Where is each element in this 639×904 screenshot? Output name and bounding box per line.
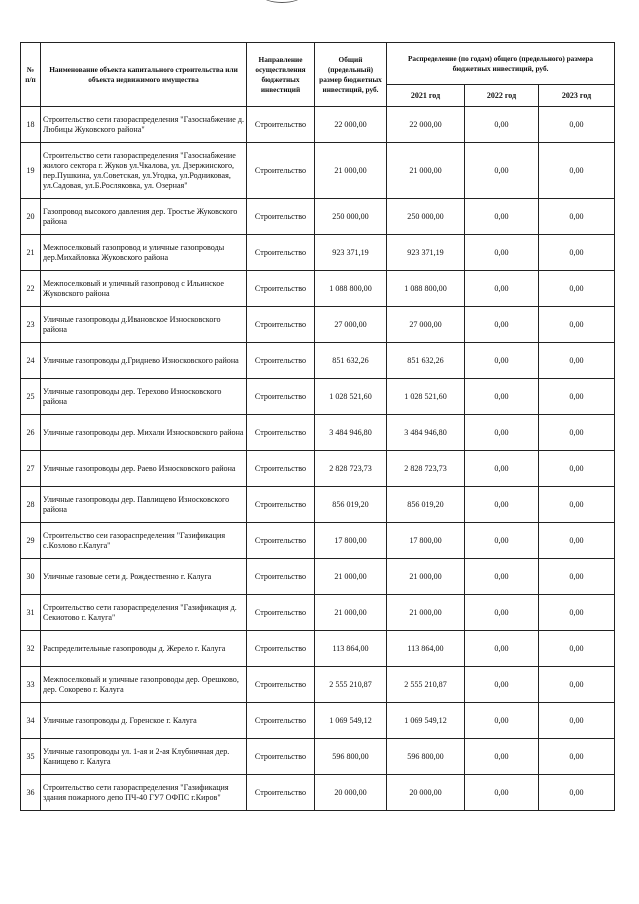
object-name: Строительство сеи газораспределения "Газификация с.Козлово г.Калуга" (41, 523, 247, 559)
table-row (21, 703, 615, 739)
total-amount: 113 864,00 (315, 631, 387, 667)
amount-2021: 856 019,20 (387, 487, 465, 523)
amount-2022: 0,00 (465, 379, 539, 415)
total-amount: 856 019,20 (315, 487, 387, 523)
header-distribution-text: Распределение (по годам) общего (предельного) размера бюджетных инвестиций, руб. (407, 53, 594, 73)
header-year-2022: 2022 год (465, 85, 539, 107)
row-number: 18 (21, 107, 41, 143)
investment-direction: Строительство (247, 143, 315, 199)
table-row (21, 199, 615, 235)
amount-2023: 0,00 (539, 487, 615, 523)
amount-2021: 21 000,00 (387, 559, 465, 595)
total-amount: 21 000,00 (315, 143, 387, 199)
total-amount: 2 555 210,87 (315, 667, 387, 703)
header-num (21, 43, 41, 107)
amount-2023: 0,00 (539, 703, 615, 739)
row-number: 21 (21, 235, 41, 271)
table-row (21, 415, 615, 451)
header-num-text: № п/п (25, 64, 36, 84)
object-name: Уличные газопроводы дер. Михали Износковского района (41, 415, 247, 451)
investment-direction: Строительство (247, 667, 315, 703)
amount-2022: 0,00 (465, 703, 539, 739)
amount-2021: 923 371,19 (387, 235, 465, 271)
object-name: Межпоселковый и уличные газопроводы дер. Орешково, дер. Сокорево г. Калуга (41, 667, 247, 703)
table-row (21, 235, 615, 271)
table-row (21, 271, 615, 307)
object-name: Уличные газопроводы дер. Павлищево Износковского района (41, 487, 247, 523)
table-row (21, 379, 615, 415)
table-row (21, 107, 615, 143)
investment-direction: Строительство (247, 379, 315, 415)
table-row (21, 451, 615, 487)
investment-direction: Строительство (247, 415, 315, 451)
amount-2023: 0,00 (539, 523, 615, 559)
total-amount: 923 371,19 (315, 235, 387, 271)
amount-2022: 0,00 (465, 143, 539, 199)
amount-2021: 2 555 210,87 (387, 667, 465, 703)
header-distribution (387, 43, 615, 85)
header-name (41, 43, 247, 107)
investment-direction: Строительство (247, 595, 315, 631)
total-amount: 3 484 946,80 (315, 415, 387, 451)
table-header (21, 43, 615, 107)
object-name: Уличные газопроводы д.Ивановское Износковского района (41, 307, 247, 343)
amount-2022: 0,00 (465, 107, 539, 143)
total-amount: 1 088 800,00 (315, 271, 387, 307)
row-number: 26 (21, 415, 41, 451)
amount-2021: 1 069 549,12 (387, 703, 465, 739)
investment-direction: Строительство (247, 487, 315, 523)
amount-2021: 20 000,00 (387, 775, 465, 811)
row-number: 36 (21, 775, 41, 811)
table-row (21, 595, 615, 631)
amount-2021: 27 000,00 (387, 307, 465, 343)
row-number: 35 (21, 739, 41, 775)
investment-direction: Строительство (247, 271, 315, 307)
header-direction-text: Направление осуществления бюджетных инвестиций (255, 54, 306, 94)
object-name: Строительство сети газораспределения "Газоснабжение жилого сектора г. Жуков ул.Чкалова, ул. Дзержинского, пер.Пушкина, ул.Советская, ул.Угодка, ул.Родниковая, ул.Садовая, ул.Б.Росляковка, ул. Озерная" (41, 143, 247, 199)
row-number: 27 (21, 451, 41, 487)
table-row (21, 143, 615, 199)
row-number: 28 (21, 487, 41, 523)
table-row (21, 667, 615, 703)
table-row (21, 739, 615, 775)
amount-2023: 0,00 (539, 739, 615, 775)
amount-2023: 0,00 (539, 631, 615, 667)
table-row (21, 775, 615, 811)
amount-2023: 0,00 (539, 451, 615, 487)
table-row (21, 307, 615, 343)
investment-table (20, 42, 615, 811)
header-name-text: Наименование объекта капитального строительства или объекта недвижимого имущества (49, 64, 238, 84)
investment-direction: Строительство (247, 199, 315, 235)
row-number: 32 (21, 631, 41, 667)
table-row (21, 523, 615, 559)
investment-direction: Строительство (247, 703, 315, 739)
investment-direction: Строительство (247, 559, 315, 595)
amount-2022: 0,00 (465, 487, 539, 523)
amount-2023: 0,00 (539, 271, 615, 307)
amount-2023: 0,00 (539, 379, 615, 415)
investment-direction: Строительство (247, 523, 315, 559)
total-amount: 2 828 723,73 (315, 451, 387, 487)
object-name: Уличные газопроводы дер. Терехово Износковского района (41, 379, 247, 415)
investment-direction: Строительство (247, 631, 315, 667)
object-name: Уличные газопроводы ул. 1-ая и 2-ая Клубничная дер. Канищево г. Калуга (41, 739, 247, 775)
table-row (21, 343, 615, 379)
total-amount: 22 000,00 (315, 107, 387, 143)
object-name: Уличные газопроводы д.Гриднево Износковского района (41, 343, 247, 379)
object-name: Строительство сети газораспределения "Газификация здания пожарного депо ПЧ-40 ГУ7 ОФПС г.Киров" (41, 775, 247, 811)
total-amount: 21 000,00 (315, 559, 387, 595)
amount-2022: 0,00 (465, 775, 539, 811)
investment-direction: Строительство (247, 107, 315, 143)
object-name: Межпоселковый газопровод и уличные газопроводы дер.Михайловка Жуковского района (41, 235, 247, 271)
amount-2023: 0,00 (539, 595, 615, 631)
table-body (21, 107, 615, 811)
row-number: 31 (21, 595, 41, 631)
row-number: 19 (21, 143, 41, 199)
amount-2021: 851 632,26 (387, 343, 465, 379)
amount-2022: 0,00 (465, 631, 539, 667)
amount-2023: 0,00 (539, 559, 615, 595)
page-top-mark (262, 0, 302, 3)
object-name: Распределительные газопроводы д. Жерело г. Калуга (41, 631, 247, 667)
header-total (315, 43, 387, 107)
total-amount: 17 800,00 (315, 523, 387, 559)
row-number: 22 (21, 271, 41, 307)
amount-2023: 0,00 (539, 107, 615, 143)
object-name: Строительство сети газораспределения "Газификация д. Секиотово г. Калуга" (41, 595, 247, 631)
object-name: Уличные газовые сети д. Рождественно г. Калуга (41, 559, 247, 595)
row-number: 34 (21, 703, 41, 739)
header-total-text: Общий (предельный) размер бюджетных инвестиций, руб. (319, 54, 382, 94)
amount-2022: 0,00 (465, 415, 539, 451)
row-number: 33 (21, 667, 41, 703)
amount-2022: 0,00 (465, 307, 539, 343)
row-number: 30 (21, 559, 41, 595)
row-number: 25 (21, 379, 41, 415)
investment-direction: Строительство (247, 451, 315, 487)
total-amount: 21 000,00 (315, 595, 387, 631)
amount-2022: 0,00 (465, 343, 539, 379)
amount-2023: 0,00 (539, 415, 615, 451)
amount-2022: 0,00 (465, 739, 539, 775)
object-name: Газопровод высокого давления дер. Тростье Жуковского района (41, 199, 247, 235)
amount-2021: 21 000,00 (387, 595, 465, 631)
table-row (21, 487, 615, 523)
amount-2021: 1 088 800,00 (387, 271, 465, 307)
table-row (21, 559, 615, 595)
investment-direction: Строительство (247, 775, 315, 811)
object-name: Межпоселковый и уличный газопровод с Ильинское Жуковского района (41, 271, 247, 307)
investment-direction: Строительство (247, 307, 315, 343)
amount-2022: 0,00 (465, 559, 539, 595)
amount-2021: 113 864,00 (387, 631, 465, 667)
row-number: 23 (21, 307, 41, 343)
object-name: Строительство сети газораспределения "Газоснабжение д. Любицы Жуковского района" (41, 107, 247, 143)
amount-2021: 17 800,00 (387, 523, 465, 559)
amount-2023: 0,00 (539, 667, 615, 703)
amount-2021: 22 000,00 (387, 107, 465, 143)
amount-2021: 21 000,00 (387, 143, 465, 199)
object-name: Уличные газопроводы д. Горенское г. Калуга (41, 703, 247, 739)
total-amount: 851 632,26 (315, 343, 387, 379)
amount-2023: 0,00 (539, 343, 615, 379)
amount-2021: 3 484 946,80 (387, 415, 465, 451)
amount-2022: 0,00 (465, 667, 539, 703)
header-year-2021: 2021 год (387, 85, 465, 107)
row-number: 20 (21, 199, 41, 235)
amount-2021: 596 800,00 (387, 739, 465, 775)
amount-2023: 0,00 (539, 199, 615, 235)
amount-2023: 0,00 (539, 307, 615, 343)
amount-2023: 0,00 (539, 235, 615, 271)
table-row (21, 631, 615, 667)
amount-2023: 0,00 (539, 143, 615, 199)
object-name: Уличные газопроводы дер. Раево Износковского района (41, 451, 247, 487)
total-amount: 596 800,00 (315, 739, 387, 775)
amount-2022: 0,00 (465, 523, 539, 559)
amount-2021: 1 028 521,60 (387, 379, 465, 415)
amount-2022: 0,00 (465, 451, 539, 487)
header-year-2023: 2023 год (539, 85, 615, 107)
row-number: 24 (21, 343, 41, 379)
total-amount: 1 028 521,60 (315, 379, 387, 415)
total-amount: 20 000,00 (315, 775, 387, 811)
amount-2021: 2 828 723,73 (387, 451, 465, 487)
amount-2023: 0,00 (539, 775, 615, 811)
total-amount: 27 000,00 (315, 307, 387, 343)
header-direction (247, 43, 315, 107)
investment-direction: Строительство (247, 235, 315, 271)
amount-2022: 0,00 (465, 271, 539, 307)
total-amount: 1 069 549,12 (315, 703, 387, 739)
amount-2022: 0,00 (465, 235, 539, 271)
investment-direction: Строительство (247, 739, 315, 775)
amount-2022: 0,00 (465, 595, 539, 631)
investment-direction: Строительство (247, 343, 315, 379)
row-number: 29 (21, 523, 41, 559)
total-amount: 250 000,00 (315, 199, 387, 235)
amount-2022: 0,00 (465, 199, 539, 235)
amount-2021: 250 000,00 (387, 199, 465, 235)
